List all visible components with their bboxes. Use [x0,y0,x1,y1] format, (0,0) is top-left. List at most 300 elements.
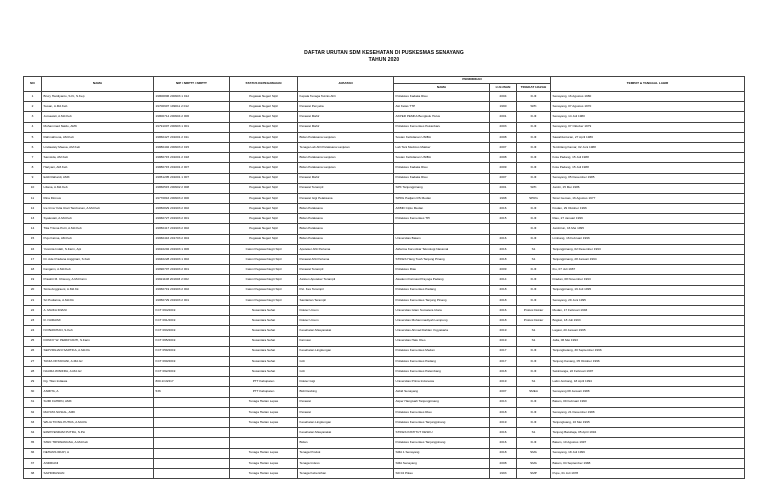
cell-ttl: Tanjungpinang, 28 Januari 1994 [551,255,745,265]
table-row [24,316,745,326]
cell-nip [154,438,230,448]
cell-no: 15 [24,234,42,244]
cell-nip: 19950829 201903 2 002 [154,204,230,214]
cell-lulusan: 1993 [490,468,517,478]
cell-pendidikan: Poltekkes Kemenkes Medan [394,346,490,356]
cell-ttl: Tanjungluang, 16 Mei 1995 [551,418,745,428]
cell-lulusan: 2018 [490,255,517,265]
cell-jabatan: Tenaga Kebersihan [298,468,394,478]
cell-jabatan: Asisten Apoteker Terampil [298,275,394,285]
table-body [24,92,745,479]
document-subtitle: TAHUN 2020 [368,57,400,63]
cell-nama: WILIA TIONG PUTRA, A.Md.Kk [42,418,154,428]
cell-ttl: Jambi, 15 Mei 1986 [551,183,745,193]
cell-pendidikan: Universitas Prima Indonesia [394,377,490,387]
cell-nama: NAURA WINIFRA, A.Md.Gz [42,367,154,377]
table-row [24,326,745,336]
header-tingkat: TINGKAT IJAZAH [517,84,551,92]
cell-tingkat: SMEA [517,387,551,397]
cell-nama: Yusmita Indah, S.Farm, Apt [42,244,154,254]
cell-nama: Dg. Tilan Indiawa [42,377,154,387]
cell-lulusan: 2015 [490,214,517,224]
cell-no: 20 [24,285,42,295]
cell-status: Calon Pegawai Negri Sipil [230,285,298,295]
cell-nama: Brury Hardiyanto, S.Kt, S.Kep [42,92,154,102]
cell-ttl: Medan, 17 Februari 1993 [551,305,745,315]
table-row [24,438,745,448]
cell-ttl: Limbang, 16 Februari 1996 [551,234,745,244]
table-row [24,468,745,478]
cell-jabatan: Bidan Pelaksana [298,224,394,234]
table-row [24,285,745,295]
cell-nip: KCT 062/2019 [154,367,230,377]
header-pendidikan-nama: NAMA [394,84,490,92]
cell-no: 13 [24,214,42,224]
cell-pendidikan: Poltekkes Kadaka Riau [394,173,490,183]
cell-tingkat: D-III [517,214,551,224]
cell-nama: R. NURAIMI [42,316,154,326]
cell-ttl: Senayang, 21 Desember 1988 [551,407,745,417]
cell-status: Tenaga Harian Lepas [230,448,298,458]
cell-jabatan: Bidan Pelaksana Lanjutan [298,153,394,163]
cell-status: Tenaga Harian Lepas [230,418,298,428]
table-row [24,397,745,407]
cell-nama: Liliana, A.Md.Keb [42,183,154,193]
table-row [24,295,745,305]
cell-nama: SISKI TRISWANGSA, A.Md.Keb [42,438,154,448]
cell-pendidikan: Poltekkes Kadaka Riau [394,163,490,173]
cell-lulusan: 2016 [490,244,517,254]
table-row [24,275,745,285]
cell-lulusan: 2007 [490,142,517,152]
cell-tingkat: D-III [517,346,551,356]
header-jabatan: JABATAN [298,77,394,92]
cell-nip: 19880402 200903 2 015 [154,142,230,152]
cell-no: 1 [24,92,42,102]
cell-no: 11 [24,193,42,203]
cell-status: Pegawai Negeri Sipil [230,153,298,163]
cell-no: 22 [24,305,42,315]
cell-no: 17 [24,255,42,265]
cell-jabatan: Perawat [298,397,394,407]
cell-jabatan: Apoteker Ahli Pertama [298,244,394,254]
cell-pendidikan: Universitas Halu Oleo [394,336,490,346]
cell-no: 19 [24,275,42,285]
table-row [24,336,745,346]
cell-no: 2 [24,102,42,112]
cell-no: 12 [24,204,42,214]
cell-nip: 19800806 200903 1 012 [154,92,230,102]
cell-pendidikan: STIKES INSTITUT KESKU [394,428,490,438]
cell-ttl: Senayang, 18 Juli 1999 [551,448,745,458]
cell-no: 30 [24,387,42,397]
cell-nama: Sinta Anggraeni, A.Md.Kk [42,285,154,295]
cell-tingkat: D-III [517,367,551,377]
table-row [24,448,745,458]
cell-nip [154,448,230,458]
header-nama: NAMA [42,77,154,92]
cell-lulusan: 2001 [490,112,517,122]
cell-nip: KCT 059/2019 [154,346,230,356]
cell-nip [154,458,230,468]
cell-lulusan: 2018 [490,367,517,377]
cell-nama: Tika Trisma Putri, A.Md.Keb [42,224,154,234]
cell-nip: 536 [154,387,230,397]
cell-nip: 800.1/13/417 [154,377,230,387]
table-row [24,305,745,315]
cell-jabatan: Perawat Mahir [298,112,394,122]
cell-pendidikan: Poltekkes Kemenkes Padang [394,356,490,366]
cell-pendidikan: Poltekkes Kemenkes Tanjungpinang [394,438,490,448]
cell-lulusan: 2018 [490,285,517,295]
cell-nama: Rina Dimsus [42,193,154,203]
cell-jabatan: Bidan Pelaksana [298,204,394,214]
cell-nip: 19960727 201903 2 001 [154,214,230,224]
cell-tingkat: Profesi Dokter [517,305,551,315]
cell-tingkat: D-III [517,265,551,275]
cell-status: Nusantara Sehat [230,346,298,356]
cell-status: Pegawai Negeri Sipil [230,224,298,234]
cell-status: Pegawai Negeri Sipil [230,163,298,173]
cell-nip [154,418,230,428]
cell-tingkat: D-III [517,112,551,122]
table-row [24,102,745,112]
cell-pendidikan: Sosian Kebidanan UNIBA [394,132,490,142]
cell-nama: ASMITA, A [42,387,154,397]
table-row [24,387,745,397]
cell-lulusan: 2018 [490,448,517,458]
cell-status: Tenaga Harian Lepas [230,397,298,407]
cell-nip [154,428,230,438]
cell-jabatan: Tenaga Lab Ahli Pelaksana Lanjutan [298,142,394,152]
cell-nip: KCT 064/2019 [154,305,230,315]
cell-no: 29 [24,377,42,387]
cell-nama: Dr. Ade Pradana Anggriani, S.Keb [42,255,154,265]
cell-no: 8 [24,163,42,173]
cell-pendidikan: SPK Tanjungpinang [394,183,490,193]
table-row [24,367,745,377]
cell-status: Pegawai Negeri Sipil [230,183,298,193]
cell-no: 3 [24,112,42,122]
cell-jabatan: Tenaga Produk [298,448,394,458]
cell-ttl: Senayang, 29 Juni 1995 [551,295,745,305]
cell-status: Pegawai Negeri Sipil [230,142,298,152]
cell-status: Tenaga Harian Lepas [230,468,298,478]
cell-nip [154,397,230,407]
cell-pendidikan: Universitas Ahmad Dahlan Yogyakarta [394,326,490,336]
cell-status: Tenaga Harian Lepas [230,458,298,468]
cell-tingkat: D-III [517,224,551,234]
cell-pendidikan: Poltekkes Kemenkes Pekanbaru [394,122,490,132]
cell-nama: SAPDIRASIAN [42,468,154,478]
cell-status: Pegawai Negeri Sipil [230,214,298,224]
cell-nama: SUMI FAHRIN, AMK [42,397,154,407]
cell-no: 7 [24,153,42,163]
cell-status: Nusantara Sehat [230,316,298,326]
cell-nip: KCT 065/2019 [154,336,230,346]
cell-nip [154,468,230,478]
cell-nama: ANDRIANI [42,458,154,468]
cell-status: Pegawai Negeri Sipil [230,173,298,183]
cell-lulusan: 2008 [490,458,517,468]
cell-tingkat: D-III [517,132,551,142]
cell-nama: DONNY W. PERDIYANTI, S.Farm [42,336,154,346]
table-row [24,183,745,193]
cell-ttl: Senayang, 05 Desember 1985 [551,173,745,183]
cell-lulusan: 2008 [490,132,517,142]
cell-jabatan: Gizi [298,367,394,377]
cell-pendidikan [394,224,490,234]
cell-jabatan: Perawat Mahir [298,122,394,132]
cell-nama: Hariyani, AM.Keb [42,163,154,173]
cell-ttl: Senayang, 14 Juli 1980 [551,112,745,122]
cell-pendidikan: Akfarma Karu Akar Teknologi Nasional [394,244,490,254]
cell-nip: 19770816 200903 2 000 [154,193,230,203]
cell-pendidikan: Universitas Muhammadiyah Lampung [394,316,490,326]
cell-ttl: Kisdan, 29 Oktober 1996 [551,204,745,214]
table-row [24,204,745,214]
cell-tingkat: D-III [517,397,551,407]
table-row [24,224,745,234]
header-nip: NIP / NRPTT / NRPTT [154,77,230,92]
cell-pendidikan: Poltekkes Kadaka Riau [394,92,490,102]
cell-ttl: Senayang, 07 Agustus 1970 [551,102,745,112]
cell-nip: 19950729 201903 2 001 [154,295,230,305]
cell-pendidikan: Akademi Farmasi Prayoga Padang [394,275,490,285]
cell-nama: Rahmahrena, AM.Keb [42,132,154,142]
cell-nama: Ice Irma Yulia Utari Tambunan, A.Md.Keb [42,204,154,214]
cell-lulusan: 1998 [490,193,517,203]
cell-tingkat: D-III [517,142,551,152]
cell-no: 10 [24,183,42,193]
cell-no: 33 [24,418,42,428]
cell-lulusan: 2013 [490,397,517,407]
cell-status: Nusantara Sehat [230,367,298,377]
cell-nama: Muhammad Naldo, AMK [42,122,154,132]
cell-jabatan: Kesehatan Lingkungan [298,346,394,356]
cell-tingkat: S1 [517,377,551,387]
cell-tingkat: D-III [517,234,551,244]
cell-lulusan [490,224,517,234]
cell-pendidikan: SMA Senayang [394,458,490,468]
cell-lulusan: 2003 [490,122,517,132]
cell-ttl: Sekintanga, 22 Februari 1997 [551,367,745,377]
cell-lulusan: 2018 [490,316,517,326]
cell-pendidikan: Poltekkes Kemenkes Tanjung Pinang [394,295,490,305]
cell-nip: 19860427 201001 2 011 [154,132,230,142]
cell-jabatan: Sanitarian Terampil [298,295,394,305]
cell-lulusan: 2016 [490,428,517,438]
header-no: NO [24,77,42,92]
cell-lulusan: 2007 [490,173,517,183]
cell-nama: ERWIYENDAM PUTRA, S.Psi [42,428,154,438]
cell-tingkat: D-III [517,204,551,214]
cell-tingkat: D-III [517,438,551,448]
cell-jabatan: Bidan Pelaksana [298,234,394,244]
cell-status: Pegawai Negeri Sipil [230,234,298,244]
cell-status: Pegawai Negeri Sipil [230,92,298,102]
cell-jabatan: Tenaga Indexs [298,458,394,468]
cell-lulusan: 2019 [490,377,517,387]
cell-tingkat: D-III [517,418,551,428]
cell-lulusan: 2017 [490,356,517,366]
cell-jabatan: Pel. Kes Terampil [298,285,394,295]
cell-nama: A. MAIKA IRIANI [42,305,154,315]
cell-pendidikan: Akbid Senayang [394,387,490,397]
cell-nip: 19950417 201903 2 002 [154,224,230,234]
cell-lulusan: 1990 [490,102,517,112]
cell-jabatan: Bidan [298,438,394,448]
cell-ttl: Tanjungpinang, 02 Desember 1993 [551,244,745,254]
table-row [24,458,745,468]
cell-nama: Prawitri M. Chiesoy, A.Md Farm [42,275,154,285]
cell-no: 25 [24,336,42,346]
cell-nip: 19940228 201903 1 002 [154,255,230,265]
cell-no: 5 [24,132,42,142]
cell-jabatan: Kepala Tenaga Teknis Ahli [298,92,394,102]
cell-ttl: Riau, 27 Januari 1996 [551,214,745,224]
table-row [24,265,745,275]
document-title: DAFTAR URUTAN SDM KESEHATAN DI PUSKESMAS SENAYANG [304,50,464,56]
cell-tingkat: S1 [517,428,551,438]
cell-ttl: Batam, 10 Agustus 1997 [551,438,745,448]
cell-status [230,438,298,448]
cell-pendidikan: Poltekkes Kemenkes Tanjungpinang [394,418,490,428]
cell-ttl: Tembilang Kamar, 02 Juni 1988 [551,142,745,152]
cell-jabatan: Perawat Gigi Pelaksana [298,193,394,203]
cell-jabatan: Dokter Umum [298,316,394,326]
cell-tingkat: D-III [517,153,551,163]
cell-status: Pegawai Negeri Sipil [230,132,298,142]
cell-nip: 19921108 201903 2 002 [154,275,230,285]
cell-lulusan: 2016 [490,204,517,214]
cell-jabatan: Farmasi [298,336,394,346]
cell-ttl: Senayang 08 Januari 1988 [551,387,745,397]
cell-status: Calon Pegawai Negri Sipil [230,244,298,254]
cell-jabatan: Bidan Pelaksana Lanjutan [298,163,394,173]
cell-tingkat: S1 [517,255,551,265]
cell-ttl: Senayang, 07 Oktober 1979 [551,122,745,132]
cell-lulusan: 2018 [490,407,517,417]
cell-lulusan: 2008 [490,153,517,163]
cell-pendidikan: Sosian Kebidanan UNIBA [394,153,490,163]
cell-lulusan: 2016 [490,234,517,244]
cell-tingkat: D-III [517,122,551,132]
cell-status: Tenaga Harian Lepas [230,407,298,417]
header-ttl: TEMPAT & TANGGAL LAHIR [551,77,745,92]
cell-jabatan: Perawat Mahir [298,173,394,183]
cell-pendidikan: SD 04 Pikau [394,468,490,478]
cell-ttl: Senayang, 16 Agustus 1980 [551,92,745,102]
cell-tingkat: SPK [517,183,551,193]
cell-nip: 19880715 201001 2 018 [154,153,230,163]
cell-no: 37 [24,458,42,468]
cell-ttl: Jafia, 06 Mei 1993 [551,336,745,346]
cell-nama: Samsida, AM.Keb [42,153,154,163]
cell-tingkat: S1 [517,244,551,254]
cell-no: 14 [24,224,42,234]
cell-ttl: Pupe, 01 Juli 1978 [551,468,745,478]
table-row [24,193,745,203]
cell-tingkat: SMA [517,458,551,468]
table-row [24,418,745,428]
cell-status [230,428,298,438]
table-row [24,255,745,265]
cell-ttl: Kota Padang, 15 Juli 1988 [551,153,745,163]
cell-lulusan: 2001 [490,183,517,193]
cell-tingkat: D-III [517,173,551,183]
cell-lulusan: 2007 [490,387,517,397]
cell-pendidikan: AKBID Cipto Medan [394,204,490,214]
cell-jabatan: Dokter Gigi [298,377,394,387]
cell-tingkat: D-III [517,92,551,102]
cell-no: 32 [24,407,42,417]
cell-jabatan: Perawat Penyelia [298,102,394,112]
cell-status: PTT Kabupaten [230,377,298,387]
cell-ttl: Bogket, 18 Juli 1993 [551,316,745,326]
cell-tingkat: D-III [517,285,551,295]
cell-status: Nusantara Sehat [230,336,298,346]
cell-lulusan: 2019 [490,418,517,428]
cell-nama: Syalesiati, A.Md.Keb [42,214,154,224]
cell-lulusan: 2009 [490,265,517,275]
cell-jabatan: Perawat Terampil [298,265,394,275]
cell-pendidikan: Universitas Islam Sumatera Utara [394,305,490,315]
cell-ttl: Tanjungbelang, 30 September 1996 [551,346,745,356]
cell-status: Nusantara Sehat [230,356,298,366]
cell-status: Pegawai Negeri Sipil [230,122,298,132]
cell-lulusan: 2019 [490,336,517,346]
cell-tingkat: Profesi Dokter [517,316,551,326]
cell-tingkat: SMA [517,448,551,458]
cell-pendidikan: Universitas Batam [394,234,490,244]
table-row [24,163,745,173]
cell-no: 23 [24,316,42,326]
cell-nama: TANIA OKTAVIANI, A.Md.Gz [42,356,154,366]
cell-jabatan: Kesehatan Masyarakat [298,428,394,438]
cell-status: Pegawai Negeri Sipil [230,204,298,214]
cell-jabatan: Bidan Pelaksana Lanjutan [298,132,394,142]
cell-jabatan: Perawat Ahli Pertama [298,255,394,265]
cell-status: Nusantara Sehat [230,305,298,315]
table-row [24,356,745,366]
cell-status: Calon Pegawai Negri Sipil [230,265,298,275]
cell-status: Pegawai Negeri Sipil [230,193,298,203]
table-row [24,112,745,122]
cell-pendidikan: STIKES Hang Tuah Tanjung Pinang [394,255,490,265]
header-pendidikan: PENDIDIKAN [394,77,551,84]
header-status: STATUS KEPEGAWAIAN [230,77,298,92]
cell-no: 6 [24,142,42,152]
cell-status: Calon Pegawai Negri Sipil [230,275,298,285]
cell-lulusan: 2009 [490,163,517,173]
cell-jabatan: Bidi Desbing [298,387,394,397]
cell-pendidikan: AKPER PEMKA Bengkulu Hulus [394,112,490,122]
cell-no: 9 [24,173,42,183]
table-row [24,122,745,132]
cell-jabatan: Kesehatan Lingkungan [298,418,394,428]
cell-no: 36 [24,448,42,458]
cell-nama: Jumawati, A.Md.Keb [42,112,154,122]
cell-no: 35 [24,438,42,448]
cell-lulusan: 2019 [490,326,517,336]
cell-ttl: Jambirun, 16 Mei 1995 [551,224,745,234]
cell-ttl: Sinar Gemas, 16 Agustus 1977 [551,193,745,203]
cell-no: 26 [24,346,42,356]
cell-lulusan: 2016 [490,438,517,448]
cell-tingkat: D-III [517,275,551,285]
cell-tingkat: S1 [517,336,551,346]
